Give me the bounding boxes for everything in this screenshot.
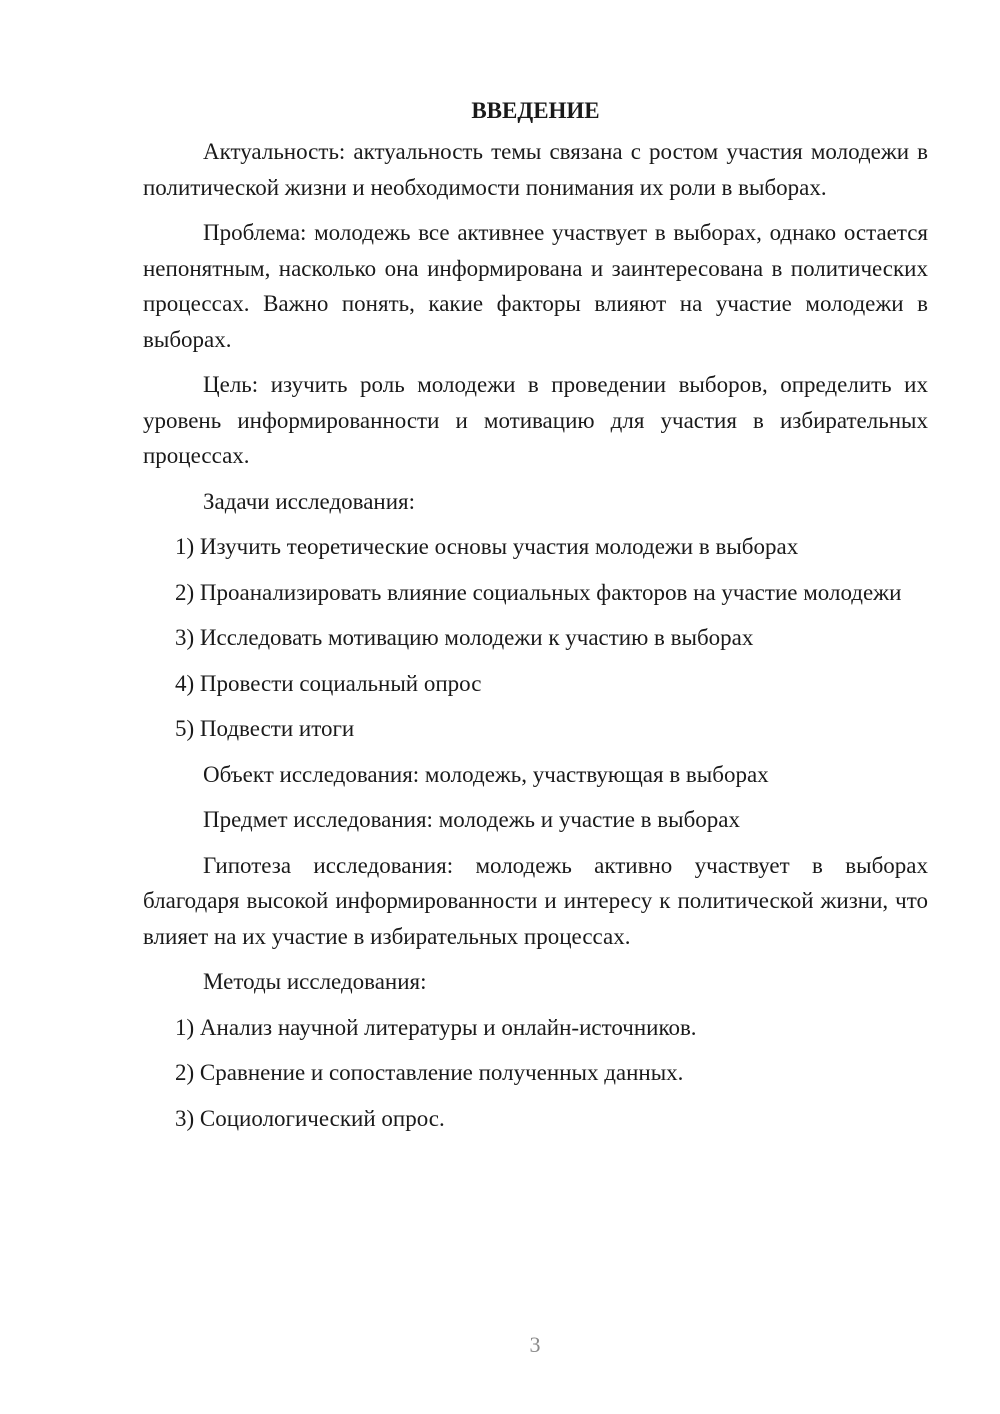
task-item-3: 3) Исследовать мотивацию молодежи к участию в выборах bbox=[175, 625, 754, 650]
tasks-label: Задачи исследования: bbox=[203, 488, 416, 514]
page-body bbox=[143, 93, 928, 1146]
hypothesis-paragraph: Гипотеза исследования: молодежь активно участвует в выборах благодаря высокой информированности и интересу к политической жизни, что влияет на их участие в избирательных процессах. bbox=[143, 852, 928, 949]
task-item-1: 1) Изучить теоретические основы участия молодежи в выборах bbox=[175, 534, 799, 559]
subject-line: Предмет исследования: молодежь и участие в выборах bbox=[203, 807, 740, 832]
task-item-2: 2) Проанализировать влияние социальных факторов на участие молодежи bbox=[175, 579, 902, 605]
method-item-2: 2) Сравнение и сопоставление полученных данных. bbox=[175, 1060, 684, 1085]
method-item-1: 1) Анализ научной литературы и онлайн-источников. bbox=[175, 1014, 697, 1040]
goal-paragraph: Цель: изучить роль молодежи в проведении выборов, определить их уровень информированности и мотивацию для участия в избирательных процессах. bbox=[143, 372, 928, 468]
task-item-4: 4) Провести социальный опрос bbox=[175, 670, 482, 696]
section-heading: ВВЕДЕНИЕ bbox=[471, 98, 600, 123]
task-item-5: 5) Подвести итоги bbox=[175, 716, 355, 741]
methods-label: Методы исследования: bbox=[203, 969, 427, 994]
object-line: Объект исследования: молодежь, участвующая в выборах bbox=[203, 761, 769, 787]
relevance-paragraph: Актуальность: актуальность темы связана с ростом участия молодежи в политической жизни и необходимости понимания их роли в выборах. bbox=[143, 139, 928, 200]
problem-paragraph: Проблема: молодежь все активнее участвует в выборах, однако остается непонятным, насколько она информирована и заинтересована в политических процессах. Важно понять, какие факторы влияют на участие молодежи в выборах. bbox=[143, 220, 928, 352]
page-number: 3 bbox=[529, 1332, 541, 1357]
method-item-3: 3) Социологический опрос. bbox=[175, 1105, 445, 1131]
